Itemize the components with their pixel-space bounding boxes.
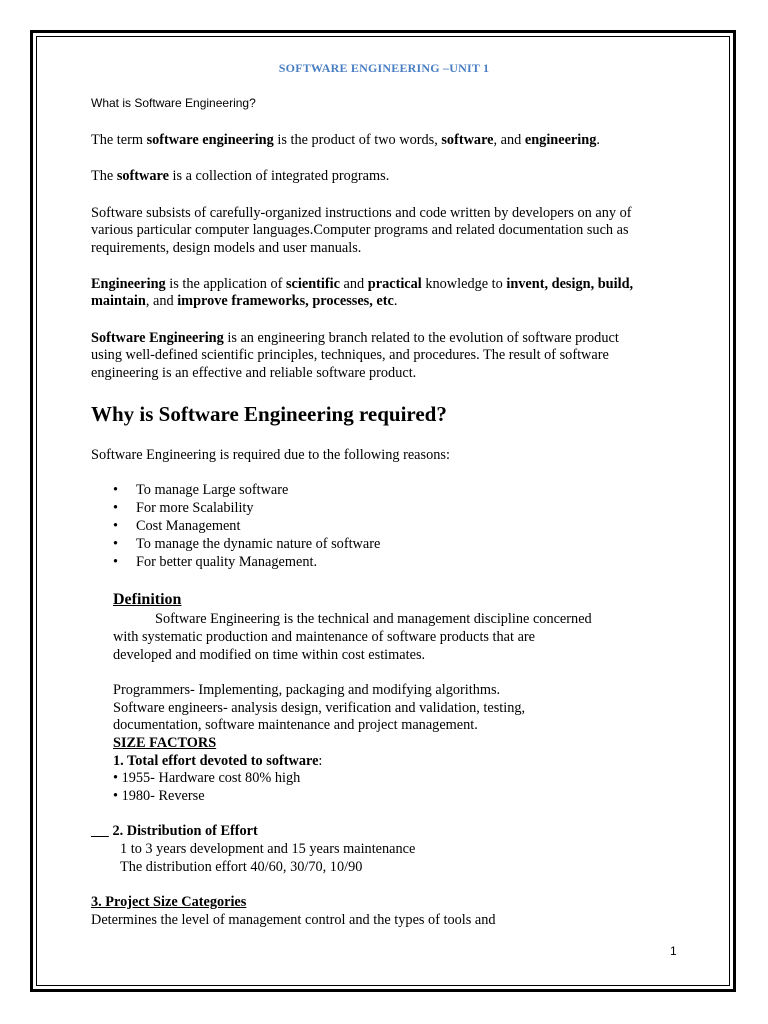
size-factor-2-heading: 2. Distribution of Effort <box>108 823 258 839</box>
list-item: • To manage the dynamic nature of software <box>113 536 381 552</box>
reasons-list <box>91 481 380 571</box>
paragraph-subsists-line2: various particular computer languages.Computer programs and related documentation such as <box>91 222 629 238</box>
paragraph-engineering-line2: maintain, and improve frameworks, processes, etc. <box>91 293 398 309</box>
list-item: • Cost Management <box>113 518 241 534</box>
size-factor-2-line2: The distribution effort 40/60, 30/70, 10/90 <box>120 859 363 875</box>
bullet-icon: • <box>113 518 119 534</box>
roles-line1: Programmers- Implementing, packaging and modifying algorithms. <box>113 682 501 698</box>
bullet-icon: • <box>113 482 119 498</box>
definition-line3: developed and modified on time within cost estimates. <box>113 647 426 663</box>
paragraph-se-line1: Software Engineering is an engineering branch related to the evolution of software product <box>91 330 619 346</box>
reasons-intro: Software Engineering is required due to the following reasons: <box>91 447 450 463</box>
paragraph-term: The term software engineering is the product of two words, software, and engineering. <box>91 132 600 148</box>
size-factor-3-line1: Determines the level of management control and the types of tools and <box>91 912 496 928</box>
document-title: SOFTWARE ENGINEERING –UNIT 1 <box>278 61 490 75</box>
roles-line3: documentation, software maintenance and project management. <box>113 717 478 733</box>
size-factor-1-bullet1: • 1955- Hardware cost 80% high <box>113 770 301 786</box>
bullet-icon: • <box>113 536 119 552</box>
size-factor-3-heading: 3. Project Size Categories <box>91 894 247 910</box>
paragraph-se-line3: engineering is an effective and reliable software product. <box>91 365 417 381</box>
list-item: • For more Scalability <box>113 500 254 516</box>
size-factors-heading: SIZE FACTORS <box>113 735 217 751</box>
bullet-icon: • <box>113 500 119 516</box>
size-factor-1-bullet2: • 1980- Reverse <box>113 788 205 804</box>
page-number: 1 <box>670 944 677 958</box>
paragraph-engineering-line1: Engineering is the application of scientific and practical knowledge to invent, design, build, <box>91 276 634 292</box>
list-item: • For better quality Management. <box>113 554 318 570</box>
definition-line2: with systematic production and maintenance of software products that are <box>113 629 536 645</box>
paragraph-subsists-line1: Software subsists of carefully-organized instructions and code written by developers on any of <box>91 205 632 221</box>
paragraph-subsists-line3: requirements, design models and user manuals. <box>91 240 362 256</box>
size-factor-2-line1: 1 to 3 years development and 15 years maintenance <box>120 841 416 857</box>
definition-heading: Definition <box>113 591 182 608</box>
bullet-icon: • <box>113 554 119 570</box>
size-factor-1-heading: 1. Total effort devoted to software: <box>113 753 323 769</box>
paragraph-se-line2: using well-defined scientific principles, techniques, and procedures. The result of software <box>91 347 609 363</box>
section-heading-why: Why is Software Engineering required? <box>91 402 447 426</box>
question-heading: What is Software Engineering? <box>91 96 256 110</box>
paragraph-software: The software is a collection of integrated programs. <box>91 168 390 184</box>
definition-line1: Software Engineering is the technical and management discipline concerned <box>155 611 592 627</box>
roles-line2: Software engineers- analysis design, verification and validation, testing, <box>113 700 526 716</box>
list-item: • To manage Large software <box>113 482 289 498</box>
